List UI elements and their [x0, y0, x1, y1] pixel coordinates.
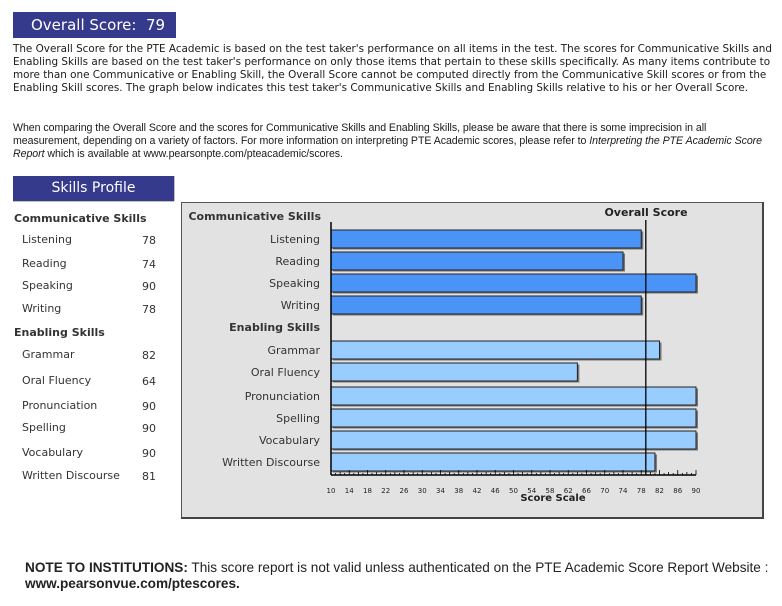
note-label: NOTE TO INSTITUTIONS:: [25, 560, 188, 575]
skill-score: 82: [142, 349, 156, 362]
bar-listening: [331, 230, 641, 248]
x-tick-label: 18: [363, 487, 372, 495]
chart-category-label: Reading: [275, 255, 320, 268]
report-guide-title: Interpreting the PTE Academic Score Report: [13, 135, 763, 160]
x-tick-label: 42: [472, 487, 482, 495]
x-tick-label: 50: [509, 487, 518, 495]
skill-score: 78: [142, 234, 156, 247]
x-tick-label: 14: [344, 487, 354, 495]
x-tick-label: 38: [454, 487, 464, 495]
skill-score: 81: [142, 470, 156, 483]
chart-category-label: Vocabulary: [259, 434, 320, 447]
skill-label: Listening: [22, 233, 72, 246]
measurement-note-tail: which is available at www.pearsonpte.com/pteacademic/scores.: [44, 148, 343, 160]
chart-category-label: Grammar: [267, 344, 320, 357]
bar-reading: [331, 252, 623, 270]
x-tick-label: 62: [563, 487, 573, 495]
enabling-skills-heading: Enabling Skills: [14, 326, 105, 339]
communicative-skills-heading: Communicative Skills: [14, 212, 147, 225]
skill-score: 64: [142, 375, 156, 388]
skill-label: Pronunciation: [22, 399, 98, 412]
x-tick-label: 54: [527, 487, 537, 495]
skill-label: Writing: [22, 302, 62, 315]
skills-profile-title: Skills Profile: [13, 176, 174, 201]
x-tick-label: 78: [636, 487, 646, 495]
x-tick-label: 86: [673, 487, 683, 495]
overall-score-line-label: Overall Score: [604, 206, 688, 219]
x-tick-label: 66: [582, 487, 591, 495]
measurement-note-text: When comparing the Overall Score and the scores for Communicative Skills and Enabling Skills, please be aware that there is some imprecision in all measurement, depending on a variety of factors. For more information on interpreting PTE Academic scores, please refer to: [13, 122, 707, 147]
bar-pronunciation: [331, 387, 696, 405]
chart-category-label: Spelling: [276, 412, 320, 425]
bar-speaking: [331, 274, 696, 292]
chart-category-label: Listening: [270, 233, 320, 246]
chart-category-label: Writing: [280, 299, 320, 312]
bar-oral-fluency: [331, 363, 577, 381]
overall-score-value: 79: [146, 16, 166, 34]
skill-label: Speaking: [22, 279, 73, 292]
overall-score-description: The Overall Score for the PTE Academic is based on the test taker's performance on all items in the test. The scores for Communicative Skills and Enabling Skills are based on the test taker's performance on only those items that pertain to these skills specifically. As many items contribute to more than one Communicative or Enabling Skill, the Overall Score cannot be computed directly from the Communicative Skill scores or from the Enabling Skill scores. The graph below indicates this test taker's Communicative Skills and Enabling Skills relative to his or her Overall Score.: [13, 43, 772, 94]
x-tick-label: 82: [655, 487, 664, 495]
skill-label: Reading: [22, 257, 67, 270]
x-tick-label: 30: [417, 487, 427, 495]
x-tick-label: 74: [618, 487, 628, 495]
skill-score: 90: [142, 280, 156, 293]
bar-grammar: [331, 341, 660, 359]
skill-label: Grammar: [22, 348, 75, 361]
x-axis-title: Score Scale: [520, 493, 586, 504]
x-tick-label: 70: [600, 487, 610, 495]
bar-vocabulary: [331, 431, 696, 449]
chart-category-label: Speaking: [269, 277, 320, 290]
skill-score: 90: [142, 422, 156, 435]
skill-label: Spelling: [22, 421, 66, 434]
overall-score-label: Overall Score:: [31, 16, 137, 34]
chart-group-heading: Communicative Skills: [188, 210, 321, 223]
institution-note: [25, 560, 782, 592]
x-tick-label: 34: [436, 487, 445, 495]
skill-label: Written Discourse: [22, 469, 120, 482]
chart-group-heading: Enabling Skills: [229, 321, 320, 334]
chart-category-label: Written Discourse: [222, 456, 320, 469]
bar-writing: [331, 296, 641, 314]
skill-score: 74: [142, 258, 156, 271]
x-tick-label: 90: [691, 487, 701, 495]
chart-category-label: Oral Fluency: [250, 366, 320, 379]
skill-score: 90: [142, 400, 156, 413]
x-tick-label: 46: [490, 487, 500, 495]
score-website-link[interactable]: www.pearsonvue.com/ptescores.: [25, 576, 240, 591]
x-tick-label: 22: [381, 487, 391, 495]
x-tick-label: 10: [326, 487, 336, 495]
bar-written-discourse: [331, 453, 655, 471]
bar-spelling: [331, 409, 696, 427]
note-text: This score report is not valid unless authenticated on the PTE Academic Score Report Website :: [187, 560, 769, 575]
skill-score: 78: [142, 303, 156, 316]
skill-score: 90: [142, 447, 156, 460]
x-tick-label: 26: [399, 487, 409, 495]
skill-label: Oral Fluency: [22, 374, 92, 387]
x-tick-label: 58: [545, 487, 555, 495]
skill-label: Vocabulary: [22, 446, 83, 459]
chart-category-label: Pronunciation: [244, 390, 320, 403]
